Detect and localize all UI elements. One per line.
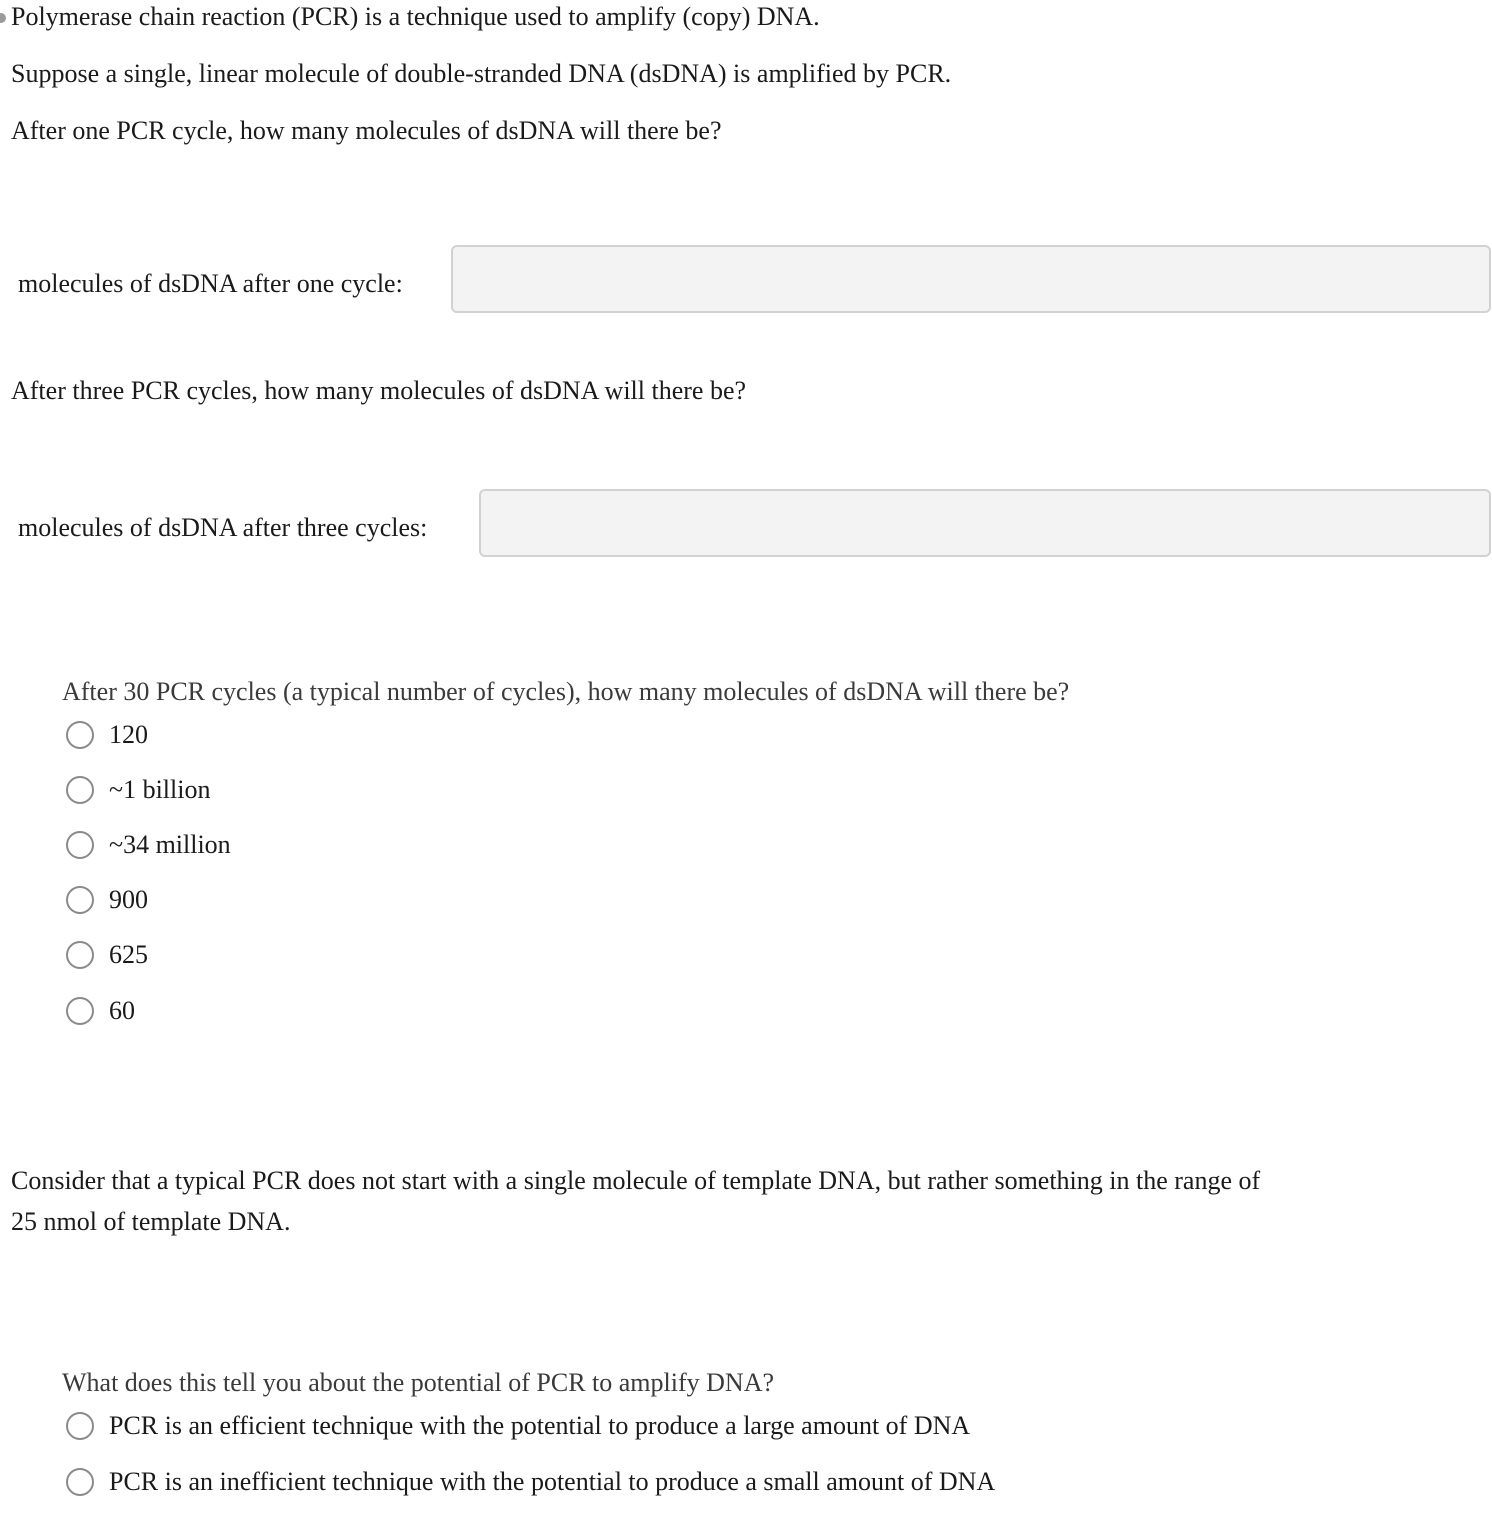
option-60[interactable] (66, 994, 135, 1028)
intro-block (11, 1, 820, 33)
radio-button[interactable] (66, 997, 94, 1025)
intro-line-2: Suppose a single, linear molecule of double-stranded DNA (dsDNA) is amplified by PCR. (11, 59, 952, 88)
option-label: ~1 billion (109, 775, 211, 804)
one-cycle-label: molecules of dsDNA after one cycle: (18, 269, 403, 298)
intro-line-1: Polymerase chain reaction (PCR) is a technique used to amplify (copy) DNA. (11, 2, 820, 31)
radio-button[interactable] (66, 831, 94, 859)
three-cycles-label: molecules of dsDNA after three cycles: (18, 513, 428, 542)
option-120[interactable] (66, 718, 148, 752)
radio-button[interactable] (66, 1468, 94, 1496)
option-label: 625 (109, 940, 148, 969)
option-label: 60 (109, 996, 135, 1025)
radio-button[interactable] (66, 721, 94, 749)
question-three-cycles: After three PCR cycles, how many molecules of dsDNA will there be? (11, 376, 747, 405)
option-label: ~34 million (109, 830, 231, 859)
radio-button[interactable] (66, 1412, 94, 1440)
option-label: 120 (109, 720, 148, 749)
three-cycles-input[interactable] (479, 489, 1491, 557)
consider-line-1: Consider that a typical PCR does not start with a single molecule of template DNA, but rather something in the range of (11, 1166, 1261, 1195)
radio-button[interactable] (66, 776, 94, 804)
bullet-dot (0, 13, 6, 23)
option-inefficient[interactable] (66, 1465, 995, 1499)
option-efficient[interactable] (66, 1409, 970, 1443)
question-one-cycle: After one PCR cycle, how many molecules of dsDNA will there be? (11, 116, 722, 145)
option-label: PCR is an efficient technique with the potential to produce a large amount of DNA (109, 1411, 971, 1440)
option-625[interactable] (66, 938, 148, 972)
radio-button[interactable] (66, 886, 94, 914)
option-1-billion[interactable] (66, 773, 210, 807)
option-900[interactable] (66, 883, 148, 917)
question-thirty-cycles: After 30 PCR cycles (a typical number of cycles), how many molecules of dsDNA will there be? (62, 677, 1070, 706)
question-pcr-potential: What does this tell you about the potential of PCR to amplify DNA? (62, 1368, 775, 1397)
option-label: PCR is an inefficient technique with the potential to produce a small amount of DNA (109, 1467, 996, 1496)
consider-line-2: 25 nmol of template DNA. (11, 1207, 291, 1236)
radio-button[interactable] (66, 941, 94, 969)
option-label: 900 (109, 885, 148, 914)
option-34-million[interactable] (66, 828, 231, 862)
one-cycle-input[interactable] (451, 245, 1491, 313)
